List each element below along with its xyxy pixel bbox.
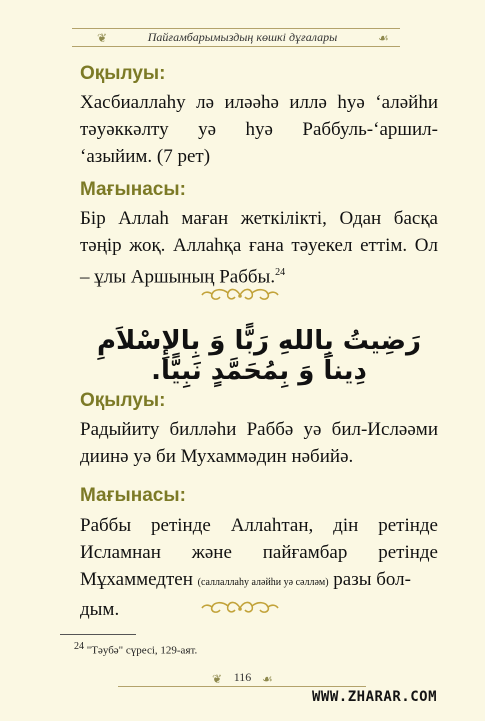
reading-label-2: Оқылуы: (80, 390, 166, 411)
reading-line: Хасбиаллаһу лә иләәһә иллә һуә ʻаләйһи (80, 92, 438, 113)
header-ornament-right-icon: ☙ (378, 31, 389, 45)
meaning-line-text: Мұхаммедтен (80, 569, 193, 590)
footer-rule (118, 686, 366, 687)
footnote-text: "Тәубә" сүресі, 129-аят. (86, 644, 198, 657)
watermark: WWW.ZHARAR.COM (312, 689, 438, 705)
meaning-line: тәңір жоқ. Аллаһқа ғана тәуекел еттім. Ол (80, 235, 438, 256)
meaning-line-text: – ұлы Аршының Раббы. (80, 266, 276, 288)
running-head: Пайғамбарымыздың көшкі дұғалары (147, 30, 338, 44)
header-ornament-left-icon: ❦ (97, 31, 108, 45)
reading-label-1: Оқылуы: (80, 63, 166, 84)
meaning-line: Раббы ретінде Аллаһтан, дін ретінде (80, 515, 438, 536)
footer-ornament-right-icon: ☙ (262, 672, 273, 686)
meaning-label-2: Мағынасы: (80, 485, 186, 506)
ornament-divider-icon (200, 598, 280, 618)
ornament-divider-icon (200, 285, 280, 305)
reading-line: ʻазыйим. (7 рет) (80, 146, 211, 167)
reading-line: диинә уә би Мухаммәдин нәбийә. (80, 446, 354, 467)
footer-ornament-left-icon: ❦ (212, 672, 223, 686)
footnote-rule (60, 634, 136, 635)
page-number: 116 (233, 670, 252, 684)
meaning-line: дым. (80, 599, 120, 620)
reading-line: тәуәккәлту уә һуә Раббуль-ʻаршил- (80, 119, 438, 140)
footnote-number: 24 (74, 641, 84, 652)
reading-text-1 (80, 89, 438, 170)
header-rule-top (72, 28, 400, 29)
arabic-dua: رَضِيتُ بِاللهِ رَبًّا وَ بِالإِسْلاَمِ دِيناً وَ بِمُحَمَّدٍ نَبِيًّا. (96, 326, 421, 386)
meaning-label-1: Мағынасы: (80, 179, 186, 200)
footnote (74, 641, 197, 657)
meaning-line (80, 566, 438, 596)
meaning-line: Исламнан және пайғамбар ретінде (80, 542, 438, 563)
meaning-text-1 (80, 205, 438, 290)
salawat-note: (саллаллаһу аләйһи уә сәлләм) (197, 577, 329, 588)
footnote-ref: 24 (275, 267, 286, 278)
reading-text-2 (80, 416, 438, 470)
reading-line: Радыйиту билләһи Раббә уә бил-Исләәми (80, 419, 438, 440)
meaning-line: Бір Аллаһ маған жеткілікті, Одан басқа (80, 208, 438, 229)
meaning-line-text: разы бол- (333, 569, 411, 590)
header-rule-bottom (72, 46, 400, 47)
